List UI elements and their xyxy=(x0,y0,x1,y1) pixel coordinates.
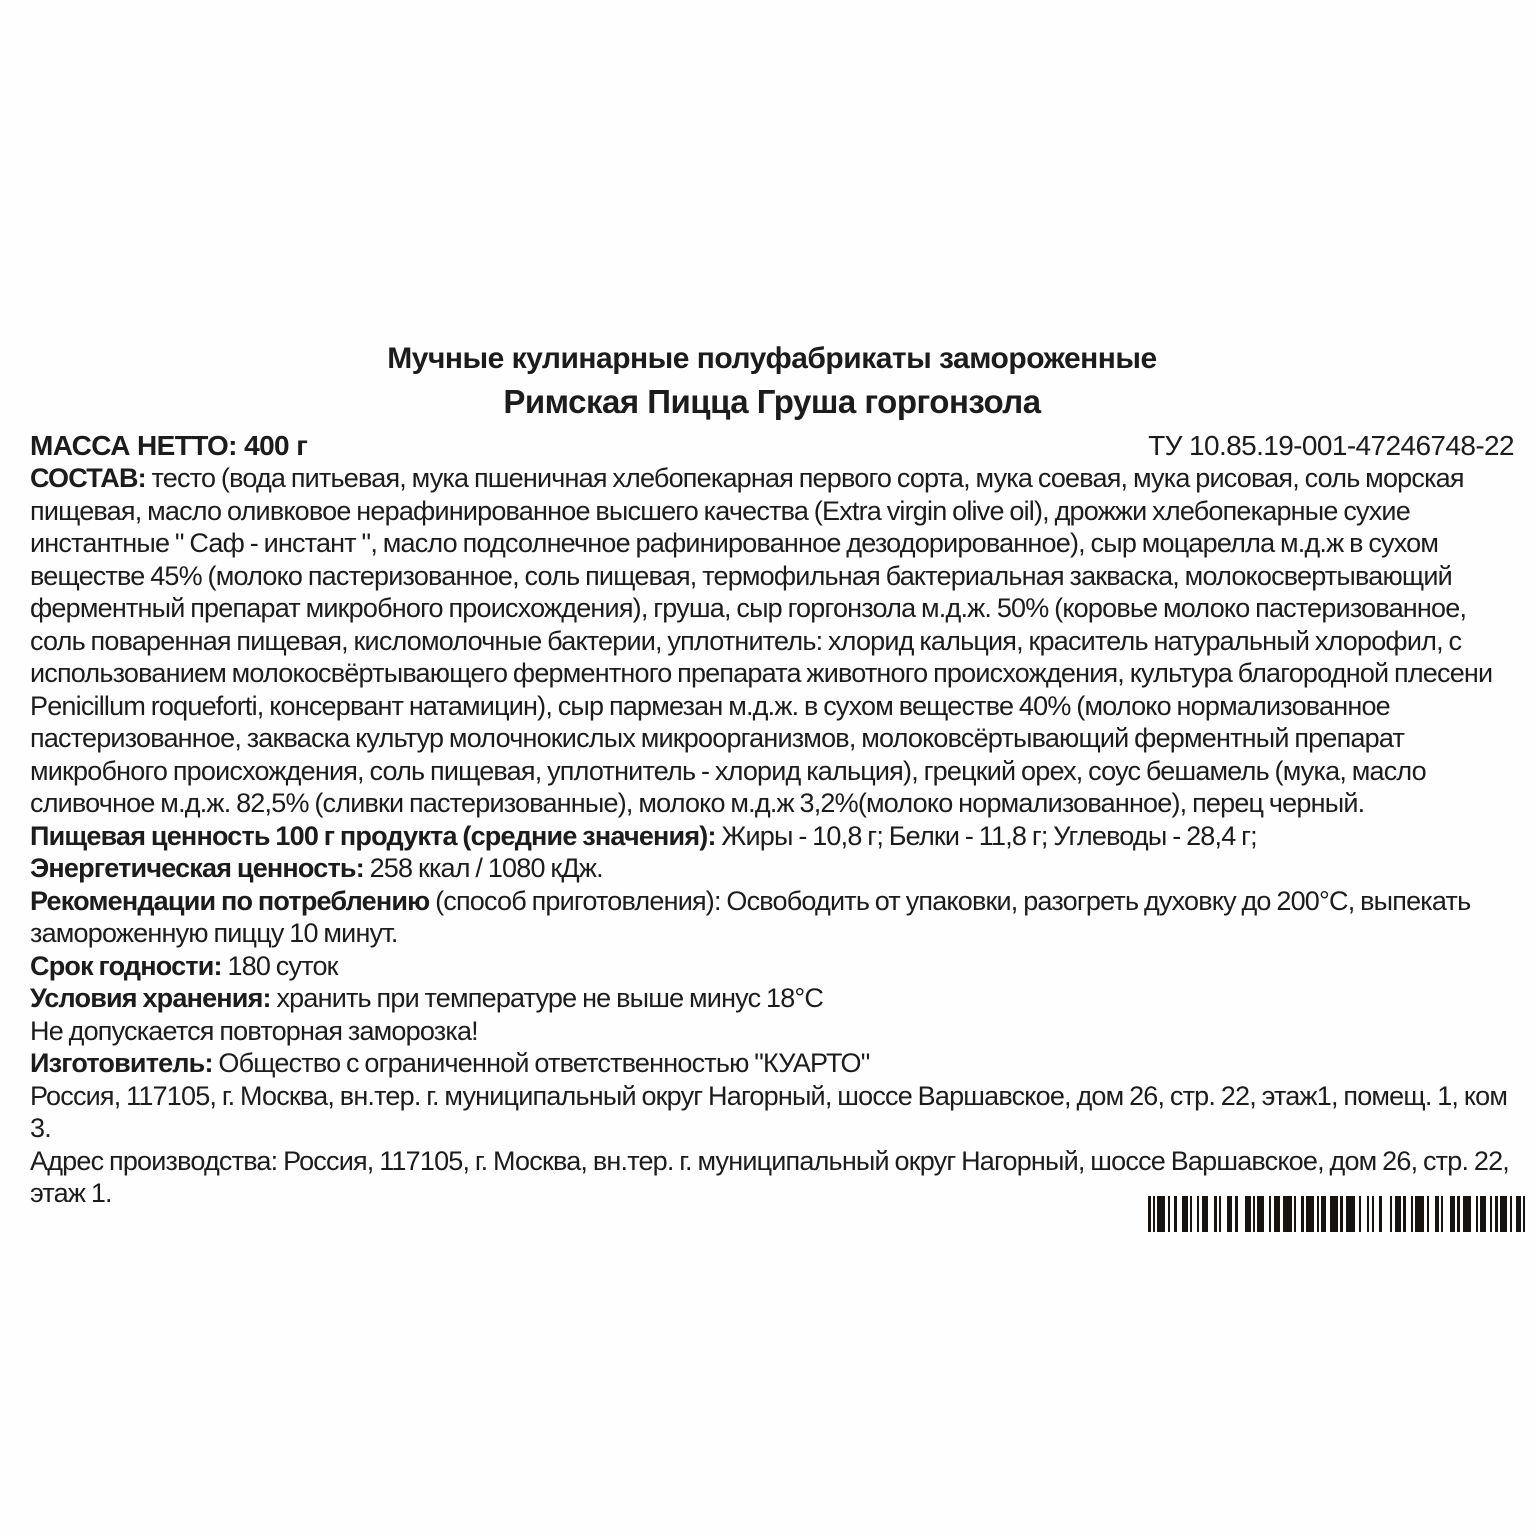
category-title: Мучные кулинарные полуфабрикаты замороженные xyxy=(387,342,1157,375)
composition-text: тесто (вода питьевая, мука пшеничная хлебопекарная первого сорта, мука соевая, мука рисовая, соль морская пищевая, масло оливковое нерафинированное высшего качества (Extra virgin olive oil), дрожжи хлебопекарные сухие инстантные " Саф - инстант ", масло подсолнечное рафинированное дезодорированное), сыр моцарелла м.д.ж в сухом веществе 45% (молоко пастеризованное, соль пищевая, термофильная бактериальная закваска, молокосвертывающий ферментный препарат микробного происхождения), груша, сыр горгонзола м.д.ж. 50% (коровье молоко пастеризованное, соль поваренная пищевая, кисломолочные бактерии, уплотнитель: хлорид кальция, краситель натуральный хлорофил, с использованием молокосвёртывающего ферментного препарата животного происхождения, культура благородной плесени Penicillum roqueforti, консервант натамицин), сыр пармезан м.д.ж. в сухом веществе 40% (молоко нормализованное пастеризованное, закваска культур молочнокислых микроорганизмов, молоковсёртывающий ферментный препарат микробного происхождения, соль пищевая, уплотнитель - хлорид кальция), грецкий орех, соус бешамель (мука, масло сливочное м.д.ж. 82,5% (сливки пастеризованные), молоко м.д.ж 3,2%(молоко нормализованное), перец черный. xyxy=(30,463,1493,818)
energy-value: 258 ккал / 1080 кДж. xyxy=(369,853,603,883)
meta-row xyxy=(30,430,1514,462)
net-weight xyxy=(30,430,307,462)
warning-text: Не допускается повторная заморозка! xyxy=(30,1015,478,1046)
nutrition-values: Жиры - 10,8 г; Белки - 11,8 г; Углеводы - 28,4 г; xyxy=(721,820,1257,851)
barcode-icon xyxy=(1148,1196,1532,1232)
manufacturer-address: Россия, 117105, г. Москва, вн.тер. г. муниципальный округ Нагорный, шоссе Варшавское, дом 26, стр. 22, этаж1, помещ. 1, ком 3. xyxy=(30,1080,1508,1143)
storage-label: Условия хранения: xyxy=(30,983,271,1013)
production-address-value: Россия, 117105, г. Москва, вн.тер. г. муниципальный округ Нагорный, шоссе Варшавское, дом 26, стр. 22, этаж 1. xyxy=(30,1145,1510,1208)
product-label xyxy=(30,341,1514,1210)
production-address-label: Адрес производства: xyxy=(30,1145,278,1176)
composition-label: СОСТАВ: xyxy=(30,463,146,493)
usage-sublabel: (способ приготовления): xyxy=(435,885,721,916)
net-weight-value: 400 г xyxy=(244,430,308,461)
composition-paragraph xyxy=(30,462,1514,820)
tu-number: ТУ 10.85.19-001-47246748-22 xyxy=(1148,430,1514,461)
shelf-life-label: Срок годности: xyxy=(30,950,222,981)
energy-paragraph xyxy=(30,852,1514,885)
usage-label: Рекомендации по потреблению xyxy=(30,885,430,916)
nutrition-label: Пищевая ценность 100 г продукта (средние значения): xyxy=(30,820,716,851)
nutrition-paragraph xyxy=(30,820,1514,853)
storage-value: хранить при температуре не выше минус 18°С xyxy=(276,983,824,1013)
storage-paragraph xyxy=(30,982,1514,1015)
usage-paragraph xyxy=(30,885,1514,950)
shelf-life-paragraph xyxy=(30,950,1514,983)
product-name: Римская Пицца Груша горгонзола xyxy=(503,383,1041,420)
net-weight-label: МАССА НЕТТО: xyxy=(30,430,237,461)
energy-label: Энергетическая ценность: xyxy=(30,853,364,883)
manufacturer-paragraph xyxy=(30,1047,1514,1080)
manufacturer-name: Общество с ограниченной ответственностью "КУАРТО" xyxy=(218,1048,870,1078)
usage-text: Освободить от упаковки, разогреть духовку до 200°С, выпекать замороженную пиццу 10 минут. xyxy=(30,885,1471,948)
shelf-life-value: 180 суток xyxy=(227,950,338,981)
manufacturer-label: Изготовитель: xyxy=(30,1048,213,1078)
